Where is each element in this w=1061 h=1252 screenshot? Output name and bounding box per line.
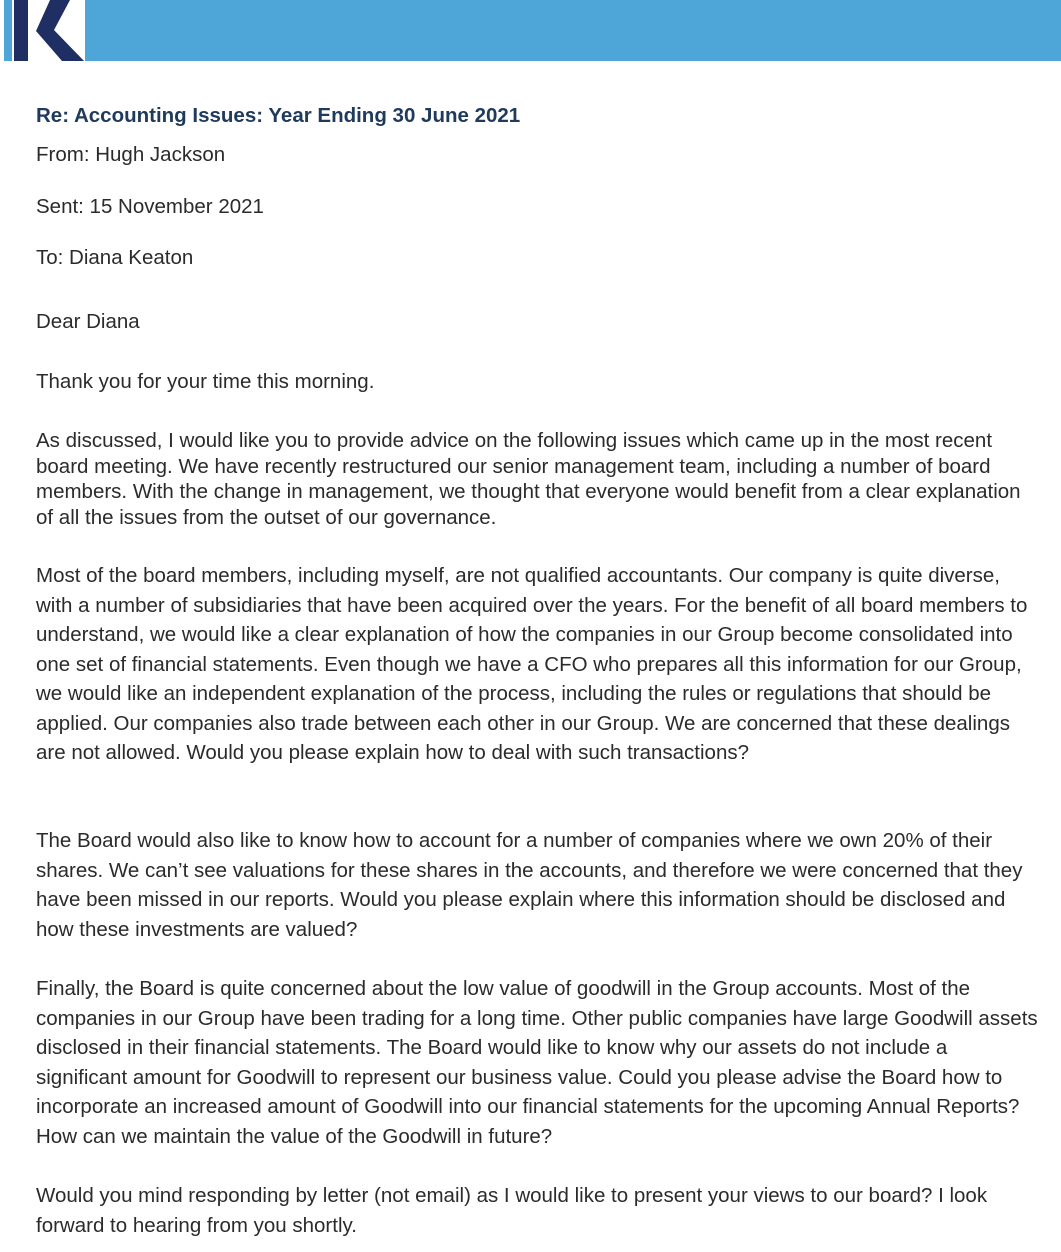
paragraph-goodwill: Finally, the Board is quite concerned about the low value of goodwill in the Group accounts. Most of the companies in our Group have been trading for a long time. Other public companies have large Goodwill assets disclosed in their financial statements. The Board would like to know why our assets do not include a significant amount for Goodwill to represent our business value. Could you please advise the Board how to incorporate an increased amount of Goodwill into our financial statements for the upcoming Annual Reports? How can we maintain the value of the Goodwill in future? [36,977,1038,1148]
sent-line: Sent: 15 November 2021 [36,195,264,218]
from-line: From: Hugh Jackson [36,143,226,166]
thanks-line: Thank you for your time this morning. [36,370,375,393]
header-banner [4,0,1061,61]
greeting: Dear Diana [36,310,140,333]
paragraph-consolidation: Most of the board members, including myself, are not qualified accountants. Our company is quite diverse, with a number of subsidiaries that have been acquired over the years. For the benefit of all board members to understand, we would like a clear explanation of how the companies in our Group become consolidated into one set of financial statements. Even though we have a CFO who prepares all this information for our Group, we would like an independent explanation of the process, including the rules or regulations that should be applied. Our companies also trade between each other in our Group. We are concerned that these dealings are not allowed. Would you please explain how to deal with such transactions? [36,564,1028,764]
subject-line: Re: Accounting Issues: Year Ending 30 June 2021 [36,104,521,127]
logo [12,0,85,61]
paragraph-associates: The Board would also like to know how to account for a number of companies where we own 20% of their shares. We can’t see valuations for these shares in the accounts, and therefore we were concerned that they have been missed in our reports. Would you please explain where this information should be disclosed and how these investments are valued? [36,829,1023,941]
paragraph-intro: As discussed, I would like you to provide advice on the following issues which came up in the most recent board meeting. We have recently restructured our senior management team, including a number of board members. With the change in management, we thought that everyone would benefit from a clear explanation of all the issues from the outset of our governance. [36,429,1021,529]
k-logo-icon [12,0,85,61]
to-line: To: Diana Keaton [36,246,194,269]
paragraph-closing: Would you mind responding by letter (not email) as I would like to present your views to our board? I look forward to hearing from you shortly. [36,1184,988,1237]
